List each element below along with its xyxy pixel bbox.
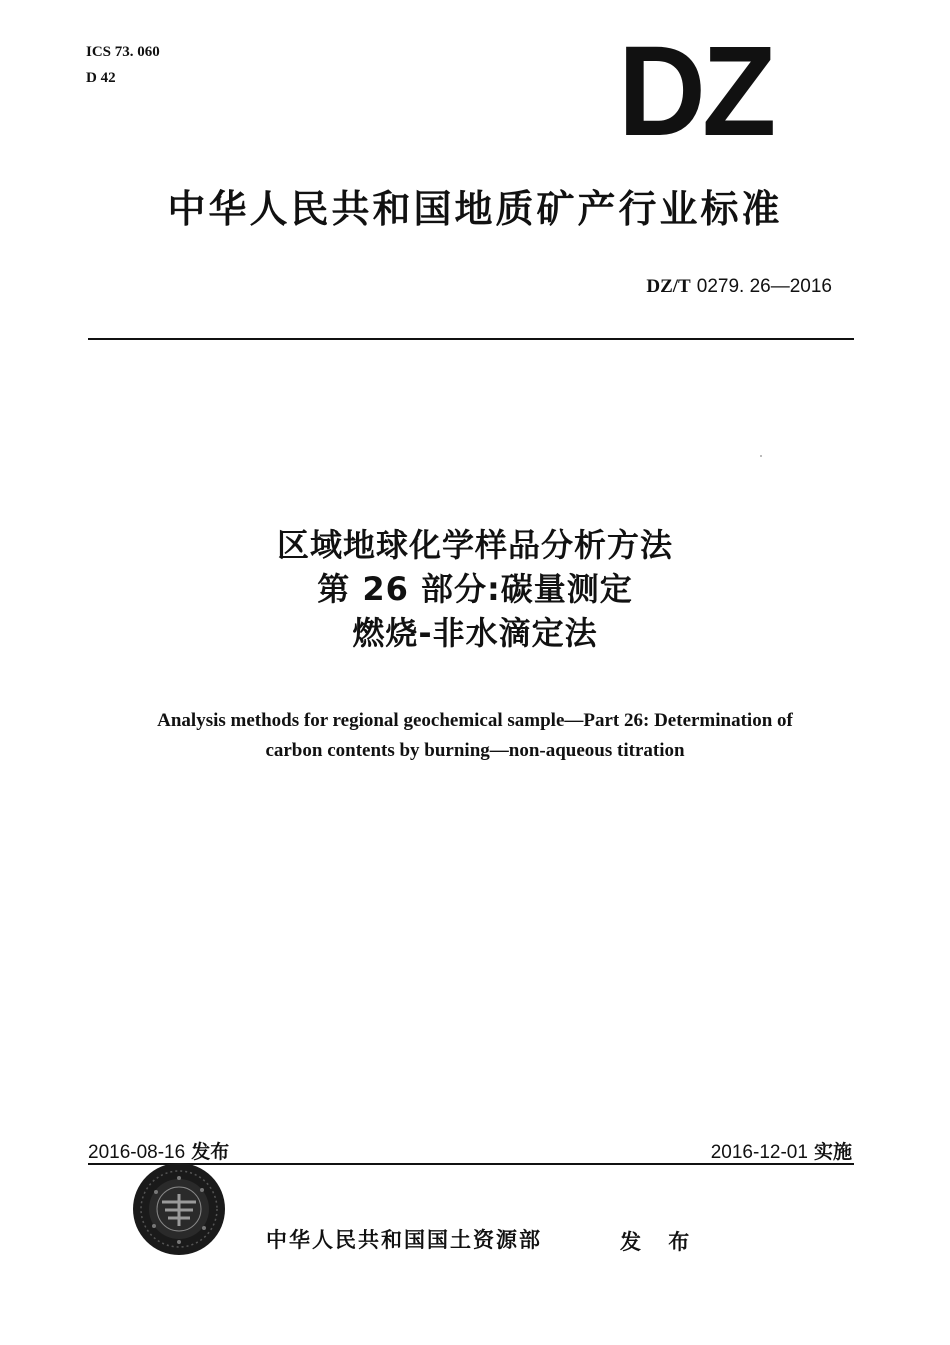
ccs-code: D 42 — [86, 70, 116, 86]
scan-speck — [760, 455, 762, 457]
effective-date-label: 实施 — [813, 1141, 852, 1163]
official-seal-icon — [132, 1162, 226, 1256]
publish-label: 发 布 — [620, 1230, 700, 1254]
header-divider — [88, 338, 854, 340]
english-title — [80, 706, 870, 766]
dz-logo: DZ — [618, 20, 773, 163]
classification-codes — [86, 42, 160, 94]
chinese-title-line-1: 区域地球化学样品分析方法 — [276, 526, 673, 564]
chinese-title — [0, 523, 950, 655]
effective-date — [711, 1137, 852, 1164]
ics-code: ICS 73. 060 — [86, 44, 160, 60]
chinese-title-line-2: 第 26 部分:碳量测定 — [317, 570, 633, 608]
issue-date-label: 发布 — [191, 1141, 230, 1163]
standard-number — [646, 275, 832, 298]
issue-date-value: 2016-08-16 — [88, 1142, 186, 1163]
english-title-line-1: Analysis methods for regional geochemical sample—Part 26: Determination of — [157, 710, 793, 731]
standard-number-prefix: DZ/T — [646, 276, 691, 297]
chinese-title-line-3: 燃烧-非水滴定法 — [352, 614, 598, 652]
standard-number-value: 0279. 26—2016 — [696, 276, 832, 297]
english-title-line-2: carbon contents by burning—non-aqueous titration — [265, 740, 685, 761]
issuing-authority: 中华人民共和国国土资源部 — [266, 1228, 542, 1252]
issue-date — [88, 1137, 229, 1164]
effective-date-value: 2016-12-01 — [710, 1142, 808, 1163]
standard-category-title: 中华人民共和国地质矿产行业标准 — [167, 187, 783, 231]
